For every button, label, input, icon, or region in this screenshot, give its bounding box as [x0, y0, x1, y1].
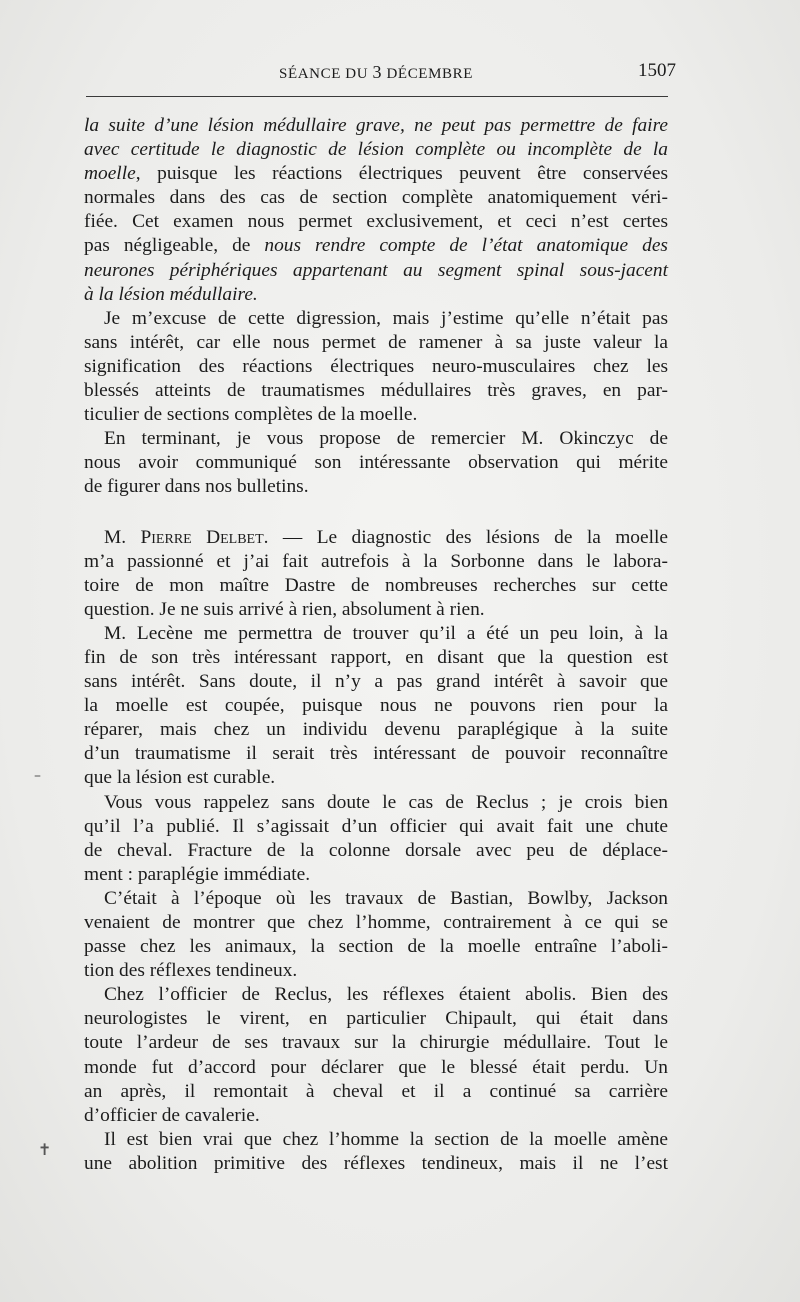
text-line: [84, 526, 668, 550]
text-line: signification des réactions électriques neuro-musculaires chez les: [84, 355, 668, 377]
text-line: toire de mon maître Dastre de nombreuses recherches sur cette: [84, 574, 668, 596]
text-line: [84, 259, 668, 283]
text-line: fin de son très intéressant rapport, en disant que la question est: [84, 646, 668, 668]
text-line: neurologistes le virent, en particulier Chipault, qui était dans: [84, 1008, 668, 1030]
running-title: [84, 62, 668, 83]
text-line: que la lésion est curable.: [84, 767, 276, 789]
text-line: de figurer dans nos bulletins.: [84, 476, 309, 498]
text-line: sans intérêt, car elle nous permet de ramener à sa juste valeur la: [84, 331, 668, 353]
text-run: M.: [104, 526, 141, 548]
text-line: venaient de montrer que chez l’homme, contrairement à ce qui se: [84, 912, 668, 933]
margin-dagger-mark: ✝: [38, 1140, 52, 1159]
text-line: nous avoir communiqué son intéressante observation qui mérite: [84, 452, 668, 474]
text-line: [84, 114, 668, 138]
running-title-day: 3: [372, 62, 383, 82]
text-line: C’était à l’époque où les travaux de Bastian, Bowlby, Jackson: [104, 887, 668, 909]
italic-text: neurones périphériques appartenant au segment spinal sous-jacent: [84, 259, 668, 281]
running-title-month: DÉCEMBRE: [386, 66, 473, 82]
text-line: monde fut d’accord pour déclarer que le blessé était perdu. Un: [84, 1056, 668, 1078]
header-rule: [86, 96, 668, 97]
text-line: sans intérêt. Sans doute, il n’y a pas grand intérêt à savoir que: [84, 671, 668, 693]
text-run: pas négligeable, de: [84, 235, 265, 257]
text-line: d’officier de cavalerie.: [84, 1104, 260, 1126]
text-line: toute l’ardeur de ses travaux sur la chirurgie médullaire. Tout le: [84, 1032, 668, 1054]
text-line: d’un traumatisme il serait très intéressant de pouvoir reconnaître: [84, 743, 668, 765]
text-line: Je m’excuse de cette digression, mais j’estime qu’elle n’était pas: [104, 307, 668, 329]
text-line: ticulier de sections complètes de la moelle.: [84, 404, 418, 426]
text-line: m’a passionné et j’ai fait autrefois à la Sorbonne dans le labora-: [84, 550, 668, 572]
text-line: une abolition primitive des réflexes tendineux, mais il ne l’est: [84, 1152, 668, 1174]
text-line: ment : paraplégie immédiate.: [84, 863, 311, 885]
italic-text: moelle: [84, 163, 136, 185]
text-line: qu’il l’a publié. Il s’agissait d’un officier qui avait fait une chute: [84, 815, 668, 837]
text-line: Vous vous rappelez sans doute le cas de Reclus ; je crois bien: [104, 791, 668, 813]
text-line: [84, 234, 668, 258]
running-title-prefix: SÉANCE DU: [279, 66, 369, 82]
text-line: [84, 283, 668, 307]
text-run: , puisque les réactions électriques peuvent être conservées: [135, 163, 668, 185]
running-head: [84, 60, 676, 86]
text-line: tion des réflexes tendineux.: [84, 960, 298, 982]
text-line: normales dans des cas de section complète anatomiquement véri-: [84, 187, 668, 209]
text-line: passe chez les animaux, la section de la moelle entraîne l’aboli-: [84, 936, 668, 958]
italic-text: à la lésion médullaire.: [84, 283, 258, 305]
page-number: 1507: [638, 60, 676, 81]
speaker-name: Pierre Delbet.: [140, 526, 269, 548]
text-line: an après, il remontait à cheval et il a continué sa carrière: [84, 1080, 668, 1102]
paragraph-gap: [84, 500, 668, 526]
text-line: En terminant, je vous propose de remercier M. Okinczyc de: [104, 428, 668, 450]
text-line: blessés atteints de traumatismes médullaires très graves, en par-: [84, 380, 668, 402]
text-line: Chez l’officier de Reclus, les réflexes étaient abolis. Bien des: [104, 984, 668, 1006]
text-line: la moelle est coupée, puisque nous ne pouvons rien pour la: [84, 695, 668, 717]
margin-dash-mark: –: [34, 768, 41, 784]
text-line: fiée. Cet examen nous permet exclusivement, et ceci n’est certes: [84, 211, 668, 233]
text-line: M. Lecène me permettra de trouver qu’il a été un peu loin, à la: [104, 622, 668, 644]
text-run: — Le diagnostic des lésions de la moelle: [268, 526, 668, 548]
text-line: [84, 138, 668, 162]
text-line: de cheval. Fracture de la colonne dorsale avec peu de déplace-: [84, 839, 668, 861]
text-line: Il est bien vrai que chez l’homme la section de la moelle amène: [104, 1128, 668, 1150]
text-line: réparer, mais chez un individu devenu paraplégique à la suite: [84, 719, 668, 741]
body-text: [84, 114, 668, 1176]
text-line: [84, 162, 668, 186]
italic-text: nous rendre compte de l’état anatomique des: [264, 235, 668, 257]
text-line: question. Je ne suis arrivé à rien, absolument à rien.: [84, 598, 485, 620]
italic-text: avec certitude le diagnostic de lésion complète ou incomplète de la: [84, 139, 668, 161]
italic-text: la suite d’une lésion médullaire grave, ne peut pas permettre de faire: [84, 115, 668, 136]
